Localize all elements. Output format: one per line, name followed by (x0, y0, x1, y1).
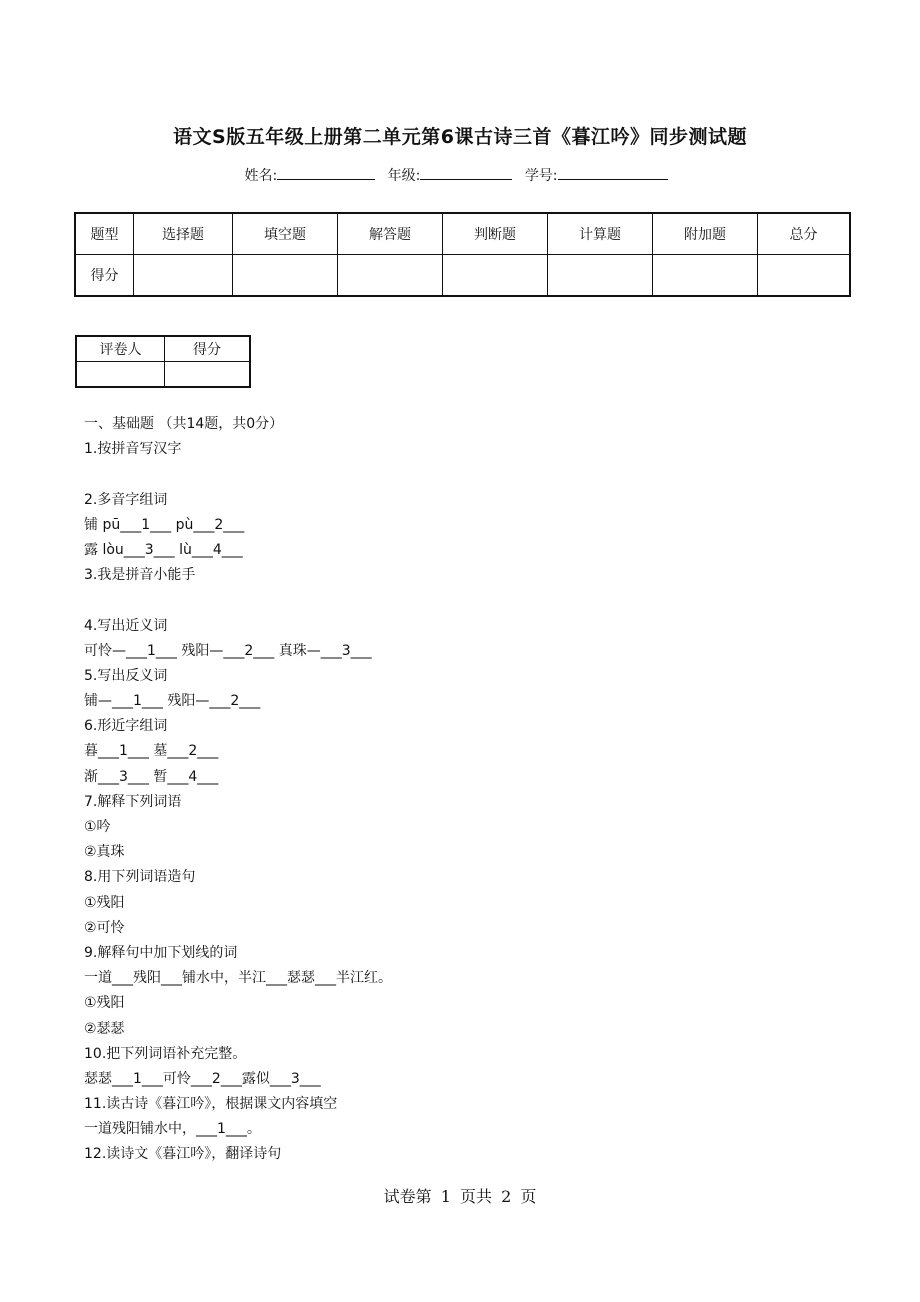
score-cell[interactable] (134, 255, 233, 297)
student-info-line (0, 165, 920, 185)
question-line: ②瑟瑟 (84, 1020, 125, 1037)
score-header-cell: 计算题 (548, 213, 653, 255)
score-header-cell: 题型 (75, 213, 134, 255)
score-cell[interactable] (338, 255, 443, 297)
question-line: 一道___残阳___铺水中，半江___瑟瑟___半江红。 (84, 970, 392, 987)
question-line: 1.按拼音写汉字 (84, 441, 182, 458)
section-heading: 一、基础题 （共14题，共0分） (84, 416, 284, 432)
question-line: 暮___1___ 墓___2___ (84, 743, 219, 760)
score-cell[interactable] (758, 255, 851, 297)
question-line: 7.解释下列词语 (84, 793, 182, 810)
score-table-header-row (75, 213, 850, 255)
score-cell[interactable] (443, 255, 548, 297)
grader-label: 评卷人 (76, 336, 165, 362)
score-header-cell: 判断题 (443, 213, 548, 255)
question-line: ①吟 (84, 819, 111, 835)
question-line: ①残阳 (84, 995, 125, 1012)
name-blank[interactable] (277, 165, 375, 180)
question-line: 8.用下列词语造句 (84, 869, 196, 886)
question-line: 6.形近字组词 (84, 718, 168, 735)
question-line: 露 lòu___3___ lù___4___ (84, 541, 243, 558)
score-table (74, 212, 851, 297)
score-row-label: 得分 (75, 255, 134, 297)
score-table-score-row (75, 255, 850, 297)
question-line: ②真珠 (84, 844, 125, 861)
question-line: 3.我是拼音小能手 (84, 567, 196, 584)
question-line: 11.读古诗《暮江吟》，根据课文内容填空 (84, 1096, 338, 1113)
student-id-blank[interactable] (558, 165, 668, 180)
question-line: ①残阳 (84, 894, 125, 911)
question-line: 9.解释句中加下划线的词 (84, 944, 238, 961)
question-line: 可怜—___1___ 残阳—___2___ 真珠—___3___ (84, 642, 372, 659)
question-line: 10.把下列词语补充完整。 (84, 1045, 247, 1062)
score-header-cell: 选择题 (134, 213, 233, 255)
grade-blank[interactable] (420, 165, 512, 180)
grade-label: 年级: (387, 168, 421, 184)
grader-table (75, 335, 251, 388)
grader-name-cell[interactable] (76, 362, 165, 388)
page-title: 语文S版五年级上册第二单元第6课古诗三首《暮江吟》同步测试题 (173, 126, 747, 148)
name-label: 姓名: (244, 168, 278, 184)
question-line: 铺—___1___ 残阳—___2___ (84, 693, 261, 710)
question-content (84, 412, 392, 1168)
question-line: 2.多音字组词 (84, 491, 168, 508)
question-line: 一道残阳铺水中，___1___。 (84, 1121, 261, 1138)
question-line (84, 462, 392, 487)
score-header-cell: 填空题 (233, 213, 338, 255)
score-header-cell: 总分 (758, 213, 851, 255)
question-line: 12.读诗文《暮江吟》，翻译诗句 (84, 1146, 282, 1163)
question-line: 瑟瑟___1___可怜___2___露似___3___ (84, 1070, 321, 1087)
question-line: 渐___3___ 暂___4___ (84, 768, 219, 785)
score-cell[interactable] (548, 255, 653, 297)
grader-score-cell[interactable] (165, 362, 251, 388)
page-footer: 试卷第 1 页共 2 页 (383, 1187, 537, 1206)
question-line: 铺 pū___1___ pù___2___ (84, 516, 245, 533)
question-line: 4.写出近义词 (84, 617, 168, 634)
score-cell[interactable] (653, 255, 758, 297)
score-header-cell: 解答题 (338, 213, 443, 255)
score-header-cell: 附加题 (653, 213, 758, 255)
question-line: ②可怜 (84, 919, 125, 936)
student-id-label: 学号: (524, 168, 558, 184)
question-line (84, 588, 392, 613)
grader-score-label: 得分 (165, 336, 251, 362)
score-cell[interactable] (233, 255, 338, 297)
question-line: 5.写出反义词 (84, 667, 168, 684)
